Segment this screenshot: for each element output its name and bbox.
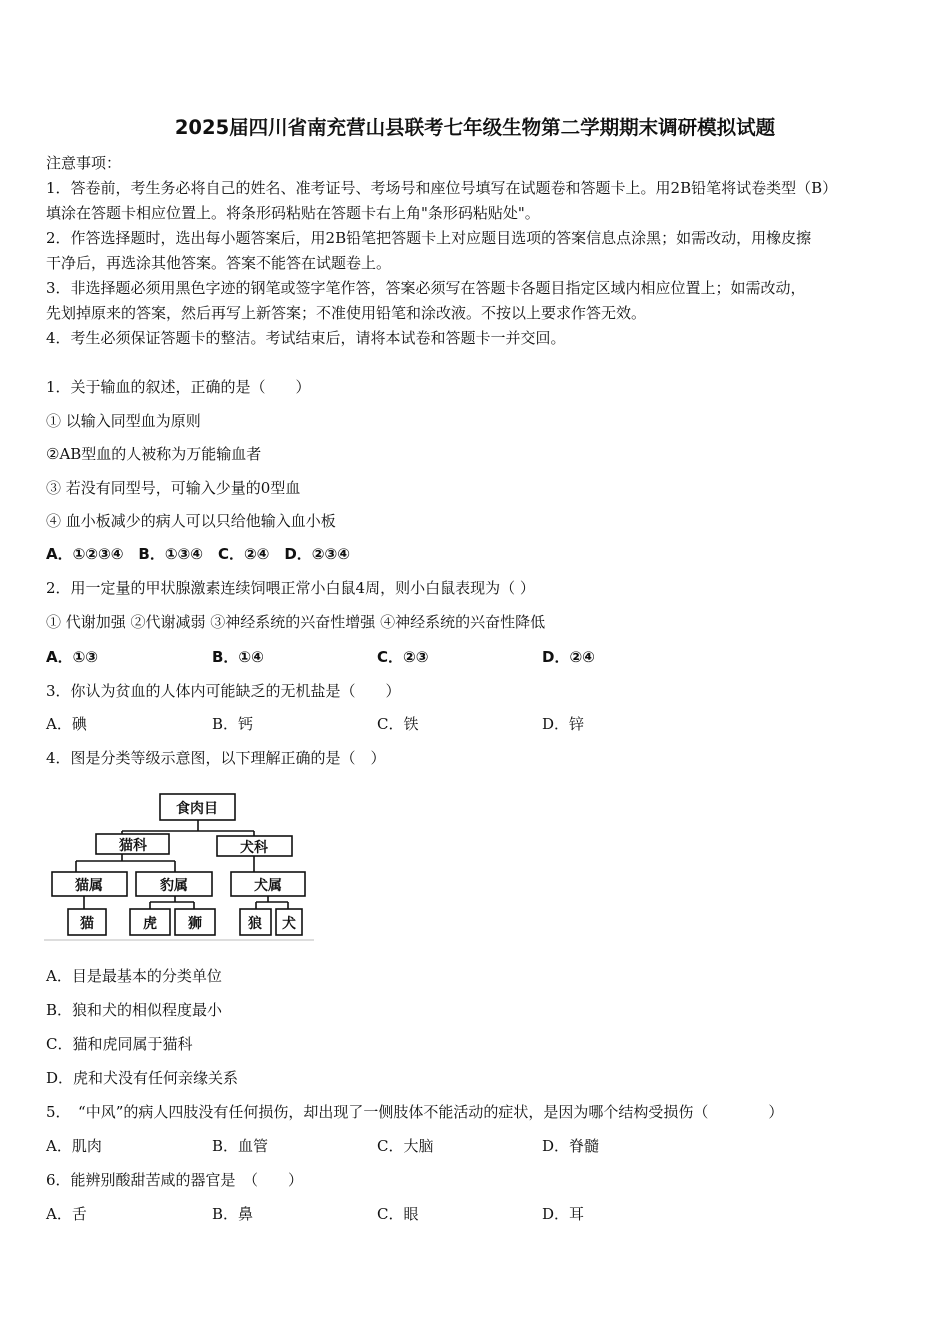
- option-b: B．钙: [212, 715, 254, 733]
- question-6-stem: 6．能辨别酸甜苦咸的器官是 （ ）: [46, 1171, 304, 1189]
- label-genus-panthera: 豹属: [160, 878, 188, 894]
- option-a: A．肌肉: [46, 1137, 102, 1155]
- label-species-cat: 猫: [80, 916, 94, 932]
- question-3-stem: 3．你认为贫血的人体内可能缺乏的无机盐是（ ）: [46, 682, 401, 700]
- notice-line: 1．答卷前，考生务必将自己的姓名、准考证号、考场号和座位号填写在试题卷和答题卡上。用2B铅笔将试卷类型（B）: [46, 179, 838, 197]
- option-c: C．②③: [377, 648, 429, 666]
- question-4-stem: 4．图是分类等级示意图，以下理解正确的是（ ）: [46, 749, 386, 767]
- question-2-stem: 2．用一定量的甲状腺激素连续饲喂正常小白鼠4周，则小白鼠表现为（ ）: [46, 579, 535, 597]
- option-a: A．①③: [46, 648, 99, 666]
- label-species-wolf: 狼: [248, 916, 262, 932]
- label-species-tiger: 虎: [143, 916, 157, 932]
- question-1-item: ④ 血小板减少的病人可以只给他输入血小板: [46, 512, 336, 530]
- label-genus-cat: 猫属: [75, 878, 103, 894]
- question-1-options: A．①②③④ B．①③④ C．②④ D．②③④: [46, 545, 350, 563]
- question-1-item: ① 以输入同型血为原则: [46, 412, 201, 430]
- question-4-option: B．狼和犬的相似程度最小: [46, 1001, 223, 1019]
- option-b: B．①④: [212, 648, 264, 666]
- option-d: D．耳: [542, 1205, 585, 1223]
- notice-line: 3．非选择题必须用黑色字迹的钢笔或签字笔作答，答案必须写在答题卡各题目指定区域内相应位置上；如需改动，: [46, 279, 806, 297]
- label-family-cat: 猫科: [119, 838, 147, 854]
- classification-diagram: [44, 790, 316, 942]
- question-5-stem: 5． “中风”的病人四肢没有任何损伤，却出现了一侧肢体不能活动的症状，是因为哪个结构受损伤（ ）: [46, 1103, 784, 1121]
- question-4-option: A．目是最基本的分类单位: [46, 967, 222, 985]
- option-d: D．脊髓: [542, 1137, 600, 1155]
- label-genus-canis: 犬属: [254, 878, 282, 894]
- notice-heading: 注意事项：: [46, 154, 122, 172]
- option-b: B．鼻: [212, 1205, 254, 1223]
- question-1-stem: 1．关于输血的叙述，正确的是（ ）: [46, 378, 311, 396]
- label-species-lion: 狮: [188, 916, 202, 932]
- question-4-option: D．虎和犬没有任何亲缘关系: [46, 1069, 239, 1087]
- notice-line: 2．作答选择题时，选出每小题答案后，用2B铅笔把答题卡上对应题目选项的答案信息点涂黑；如需改动，用橡皮擦: [46, 229, 812, 247]
- option-c: C．大脑: [377, 1137, 434, 1155]
- question-2-items: ① 代谢加强 ②代谢减弱 ③神经系统的兴奋性增强 ④神经系统的兴奋性降低: [46, 613, 546, 631]
- notice-line: 干净后，再选涂其他答案。答案不能答在试题卷上。: [46, 254, 392, 272]
- question-1-item: ②AB型血的人被称为万能输血者: [46, 445, 262, 463]
- option-b: B．血管: [212, 1137, 269, 1155]
- notice-line: 填涂在答题卡相应位置上。将条形码粘贴在答题卡右上角"条形码粘贴处"。: [46, 204, 540, 222]
- question-1-item: ③ 若没有同型号，可输入少量的0型血: [46, 479, 301, 497]
- option-c: C．铁: [377, 715, 419, 733]
- option-d: D．锌: [542, 715, 585, 733]
- page-title: 2025届四川省南充营山县联考七年级生物第二学期期末调研模拟试题: [174, 116, 776, 139]
- notice-line: 4．考生必须保证答题卡的整洁。考试结束后，请将本试卷和答题卡一并交回。: [46, 329, 566, 347]
- notice-line: 先划掉原来的答案，然后再写上新答案；不准使用铅笔和涂改液。不按以上要求作答无效。: [46, 304, 647, 322]
- option-d: D．②④: [542, 648, 595, 666]
- option-a: A．舌: [46, 1205, 87, 1223]
- label-species-dog: 犬: [282, 916, 296, 932]
- option-c: C．眼: [377, 1205, 419, 1223]
- question-4-option: C．猫和虎同属于猫科: [46, 1035, 193, 1053]
- label-order: 食肉目: [176, 801, 218, 817]
- label-family-dog: 犬科: [240, 840, 268, 856]
- option-a: A．碘: [46, 715, 87, 733]
